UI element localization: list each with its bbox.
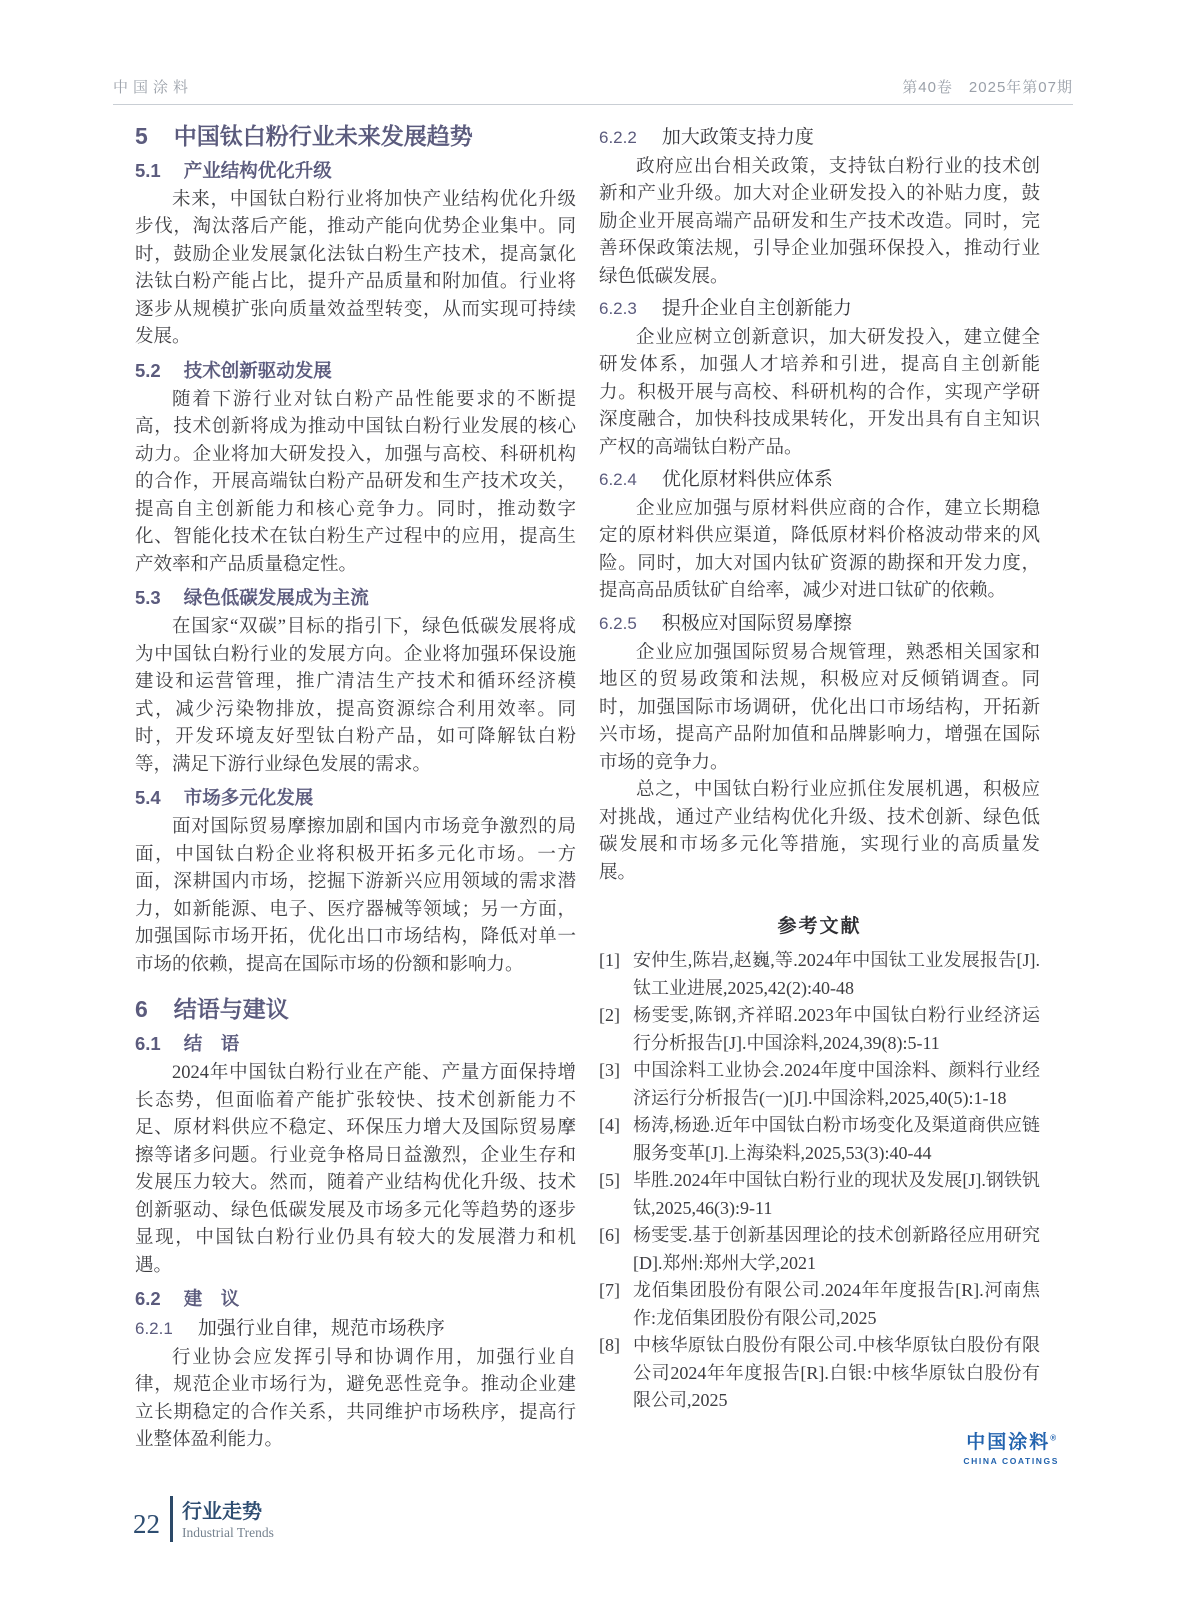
section-6-2-1-paragraph: 行业协会应发挥引导和协调作用，加强行业自律，规范企业市场行为，避免恶性竞争。推动企业建立长期稳定的合作关系，共同维护市场秩序，提高行业整体盈利能力。 (135, 1347, 576, 1451)
two-column-body (135, 116, 1040, 1455)
section-6-2-3-paragraph: 企业应树立创新意识，加大研发投入，建立健全研发体系，加强人才培养和引进，提高自主创新能力。积极开展与高校、科研机构的合作，实现产学研深度融合，加快科技成果转化，开发出具有自主知识产权的高端钛白粉产品。 (599, 327, 1040, 458)
section-title: 中国钛白粉行业未来发展趋势 (173, 123, 473, 149)
subsection-number: 6.1 (135, 1033, 161, 1055)
subsection-title: 建 议 (183, 1288, 240, 1310)
reference-number: [2] (599, 1005, 620, 1026)
section-number: 5 (135, 123, 148, 149)
closing-paragraph: 总之，中国钛白粉行业应抓住发展机遇，积极应对挑战，通过产业结构优化升级、技术创新、绿色低碳发展和市场多元化等措施，实现行业的高质量发展。 (599, 780, 1040, 883)
section-5-3-paragraph: 在国家“双碳”目标的指引下，绿色低碳发展将成为中国钛白粉行业的发展方向。企业将加强环保设施建设和运营管理，推广清洁生产技术和循环经济模式，减少污染物排放，提高资源综合利用效率。同时，开发环境友好型钛白粉产品，如可降解钛白粉等，满足下游行业绿色发展的需求。 (135, 617, 576, 775)
subsubsection-number: 6.2.3 (599, 299, 637, 319)
page-footer (133, 1496, 274, 1542)
references-heading: 参考文献 (777, 916, 862, 938)
subsection-title: 结 语 (183, 1033, 240, 1055)
references-list (599, 947, 1040, 1415)
reference-number: [5] (599, 1170, 620, 1191)
reference-text: 毕胜.2024年中国钛白粉行业的现状及发展[J].钢铁钒钛,2025,46(3):9-11 (633, 1170, 1040, 1218)
section-6-2-4-heading (599, 467, 1040, 493)
page-header (113, 76, 1073, 105)
subsection-title: 绿色低碳发展成为主流 (183, 587, 369, 609)
subsubsection-title: 加大政策支持力度 (661, 127, 814, 148)
subsubsection-number: 6.2.1 (135, 1319, 173, 1339)
section-6-2-2-heading (599, 125, 1040, 151)
reference-number: [6] (599, 1225, 620, 1246)
reference-text: 龙佰集团股份有限公司.2024年年度报告[R].河南焦作:龙佰集团股份有限公司,2025 (633, 1280, 1040, 1328)
reference-text: 杨雯雯.基于创新基因理论的技术创新路径应用研究[D].郑州:郑州大学,2021 (633, 1225, 1040, 1273)
section-5-2-heading (135, 359, 576, 383)
footer-label-en: Industrial Trends (182, 1525, 274, 1541)
reference-number: [3] (599, 1060, 620, 1081)
page-number: 22 (133, 1509, 160, 1539)
section-5-2-paragraph: 随着下游行业对钛白粉产品性能要求的不断提高，技术创新将成为推动中国钛白粉行业发展的核心动力。企业将加大研发投入，加强与高校、科研机构的合作，开展高端钛白粉产品研发和生产技术攻关，提高自主创新能力和核心竞争力。同时，推动数字化、智能化技术在钛白粉生产过程中的应用，提高生产效率和产品质量稳定性。 (135, 389, 576, 575)
footer-section-labels (182, 1500, 274, 1542)
reference-item (599, 1057, 1040, 1112)
reference-item (599, 1222, 1040, 1277)
reference-text: 安仲生,陈岩,赵巍,等.2024年中国钛工业发展报告[J].钛工业进展,2025,42(2):40-48 (633, 950, 1040, 998)
subsubsection-title: 优化原材料供应体系 (661, 469, 833, 491)
section-number: 6 (135, 996, 148, 1023)
reference-text: 中核华原钛白股份有限公司.中核华原钛白股份有限公司2024年年度报告[R].白银:中核华原钛白股份有限公司,2025 (633, 1335, 1040, 1411)
section-6-2-4-paragraph: 企业应加强与原材料供应商的合作，建立长期稳定的原材料供应渠道，降低原材料价格波动带来的风险。同时，加大对国内钛矿资源的勘探和开发力度，提高高品质钛矿自给率，减少对进口钛矿的依赖。 (599, 498, 1040, 602)
subsection-number: 5.1 (135, 159, 161, 181)
section-5-4-paragraph: 面对国际贸易摩擦加剧和国内市场竞争激烈的局面，中国钛白粉企业将积极开拓多元化市场。一方面，深耕国内市场，挖掘下游新兴应用领域的需求潜力，如新能源、电子、医疗器械等领域；另一方面，加强国际市场开拓，优化出口市场结构，降低对单一市场的依赖，提高在国际市场的份额和影响力。 (135, 817, 576, 975)
reference-text: 中国涂料工业协会.2024年度中国涂料、颜料行业经济运行分析报告(一)[J].中国涂料,2025,40(5):1-18 (633, 1060, 1040, 1108)
section-title: 结语与建议 (173, 996, 289, 1023)
subsection-title: 技术创新驱动发展 (183, 359, 332, 381)
issue-info: 第40卷 2025年第07期 (902, 79, 1073, 96)
subsection-number: 6.2 (135, 1288, 161, 1310)
reference-number: [4] (599, 1115, 620, 1136)
right-column (599, 116, 1040, 1455)
section-6-2-5-heading (599, 611, 1040, 637)
section-6-1-heading (135, 1032, 576, 1056)
reference-number: [8] (599, 1335, 620, 1356)
logo-en-text: CHINA COATINGS (963, 1455, 1059, 1466)
subsection-number: 5.4 (135, 787, 161, 809)
subsubsection-title: 加强行业自律，规范市场秩序 (197, 1318, 445, 1340)
section-5-1-paragraph: 未来，中国钛白粉行业将加快产业结构优化升级步伐，淘汰落后产能，推动产能向优势企业集中。同时，鼓励企业发展氯化法钛白粉生产技术，提高氯化法钛白粉产能占比，提升产品质量和附加值。行业将逐步从规模扩张向质量效益型转变，从而实现可持续发展。 (135, 189, 576, 348)
reference-item (599, 1167, 1040, 1222)
reference-item (599, 1332, 1040, 1415)
registered-trademark-icon: ® (1050, 1433, 1057, 1443)
china-coatings-logo (963, 1433, 1059, 1466)
subsection-number: 5.2 (135, 359, 161, 381)
reference-text: 杨雯雯,陈钢,齐祥昭.2023年中国钛白粉行业经济运行分析报告[J].中国涂料,2024,39(8):5-11 (633, 1005, 1040, 1053)
section-6-1-paragraph: 2024年中国钛白粉行业在产能、产量方面保持增长态势，但面临着产能扩张较快、技术创新能力不足、原材料供应不稳定、环保压力增大及国际贸易摩擦等诸多问题。行业竞争格局日益激烈，企业生存和发展压力较大。然而，随着产业结构优化升级、技术创新驱动、绿色低碳发展及市场多元化等趋势的逐步显现，中国钛白粉行业仍具有较大的发展潜力和机遇。 (135, 1063, 576, 1276)
journal-name: 中国涂料 (113, 79, 194, 96)
logo-cn-label: 中国涂料 (966, 1432, 1051, 1453)
section-6-2-3-heading (599, 296, 1040, 322)
logo-cn-text (963, 1433, 1059, 1454)
section-6-heading (135, 995, 576, 1024)
subsubsection-number: 6.2.2 (599, 128, 637, 147)
section-5-1-heading (135, 159, 576, 183)
footer-label-cn: 行业走势 (182, 1501, 262, 1524)
section-5-heading (135, 122, 576, 151)
section-6-2-1-heading (135, 1316, 576, 1342)
reference-item (599, 1002, 1040, 1057)
reference-text: 杨涛,杨逊.近年中国钛白粉市场变化及渠道商供应链服务变革[J].上海染料,2025,53(3):40-44 (633, 1115, 1040, 1163)
section-5-4-heading (135, 786, 576, 810)
subsubsection-title: 提升企业自主创新能力 (661, 298, 852, 320)
subsubsection-number: 6.2.5 (599, 613, 637, 633)
reference-item (599, 1277, 1040, 1332)
subsection-number: 5.3 (135, 587, 161, 609)
subsubsection-number: 6.2.4 (599, 470, 637, 490)
reference-item (599, 947, 1040, 1002)
section-6-2-heading (135, 1287, 576, 1311)
subsubsection-title: 积极应对国际贸易摩擦 (661, 612, 852, 634)
subsection-title: 市场多元化发展 (183, 787, 314, 809)
section-6-2-5-paragraph: 企业应加强国际贸易合规管理，熟悉相关国家和地区的贸易政策和法规，积极应对反倾销调查。同时，加强国际市场调研，优化出口市场结构，开拓新兴市场，提高产品附加值和品牌影响力，增强在国际市场的竞争力。 (599, 642, 1040, 773)
reference-item (599, 1112, 1040, 1167)
left-column (135, 116, 576, 1455)
footer-divider-bar (170, 1496, 173, 1542)
section-6-2-2-paragraph: 政府应出台相关政策，支持钛白粉行业的技术创新和产业升级。加大对企业研发投入的补贴力度，鼓励企业开展高端产品研发和生产技术改造。同时，完善环保政策法规，引导企业加强环保投入，推动行业绿色低碳发展。 (599, 156, 1040, 287)
reference-number: [7] (599, 1280, 620, 1301)
subsection-title: 产业结构优化升级 (183, 159, 332, 181)
reference-number: [1] (599, 950, 620, 971)
section-5-3-heading (135, 586, 576, 610)
